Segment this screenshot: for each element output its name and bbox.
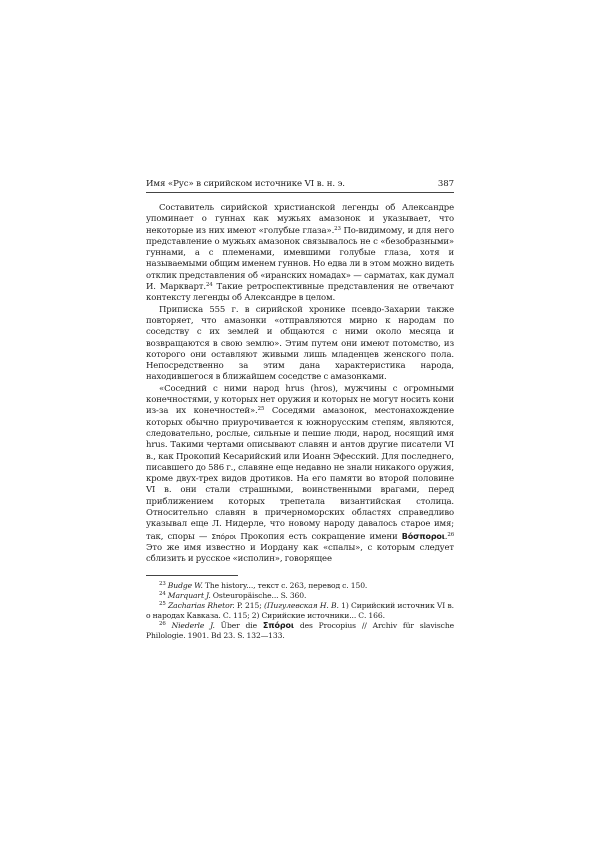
footnote-number: 24 <box>159 590 166 597</box>
footnote-marker: 26 <box>447 531 455 538</box>
greek-word: Σπόροι <box>262 620 294 630</box>
footnote-text: des Procopius // Archiv für slavische Philologie. 1901. Bd 23. S. 132—133. <box>146 620 455 640</box>
paragraph-text: . <box>444 531 448 542</box>
paragraph-text: «Соседний с ними народ hrus (hros), мужчины с огромными конечностями, у которых нет оружия и которых не могут носить кони из-за их конечностей». <box>146 383 454 417</box>
paragraph-text: Это же имя известно и Иордану как «спалы», с которым следует сблизить и русское «исполин», говорящее <box>146 542 454 565</box>
running-title: Имя «Рус» в сирийском источнике VI в. н. э. <box>146 179 345 189</box>
footnote-author: Zacharias Rhetor. <box>167 600 235 610</box>
paragraph-text: Прокопия есть сокращение имени <box>236 531 402 542</box>
footnote-author: Niederle J. <box>171 620 215 630</box>
footnote-text: The history..., текст с. 263, перевод с. 150. <box>202 580 368 590</box>
footnote-text: Über die <box>214 620 263 630</box>
footnote-text: 1) Сирийский источник VI в. о народах Кавказа. С. 115; 2) Сирийские источники... С. 166. <box>146 600 454 620</box>
paragraph-text: Составитель сирийской христианской легенды об Александре упоминает о гуннах как мужьях амазонок и указывает, что некоторые из них имеют «голубые глаза». <box>146 203 454 236</box>
footnote-divider <box>146 575 238 576</box>
footnote-number: 26 <box>159 620 166 627</box>
running-header <box>146 178 454 193</box>
footnote-number: 23 <box>159 580 166 587</box>
footnote-marker: 24 <box>205 282 213 289</box>
greek-word: Βόσποροι <box>401 531 445 541</box>
paragraph-text: Соседями амазонок, местонахождение которых обычно приурочивается к южнорусским степям, являются, следовательно, рослые, сильные и пешие люди, народ, носящий имя hrus. Такими чертами описывают славян и антов другие писатели VI в., как Прокопий Кесарийский или Иоанн Эфесский. Для последнего, писавшего до 586 г., славяне еще недавно не знали никакого оружия, кроме двух-трех видов дротиков. На его памяти во второй половине VI в. они стали страшными, воинственными врагами, перед приближением которых трепетала византийская столица. Относительно славян в причерноморских областях справедливо указывал еще Л. Нидерле, что новому народу давалось старое имя; так, споры — <box>146 406 454 542</box>
paragraph-2 <box>146 305 454 384</box>
greek-word: Σπόροι <box>211 531 237 541</box>
footnote-text: Osteuropäische... S. 360. <box>210 590 307 600</box>
footnote-author: Budge W. <box>167 580 203 590</box>
paragraph-text: По-видимому, и для него представление о мужьях амазонок связывалось не с «безобразными» гуннами, а с племенами, имевшими голубые глаза, хотя и называемыми общим именем гуннов. Но едва ли в этом можно видеть отклик представления об «иранских номадах» — сарматах, как думал И. Маркварт. <box>146 225 454 293</box>
footnote-number: 25 <box>159 600 166 607</box>
footnote-text: P. 215; <box>234 600 264 610</box>
main-text <box>146 203 454 566</box>
page-number: 387 <box>437 179 454 189</box>
footnote <box>146 581 454 591</box>
footnote-author: (Пигулевская Н. В. <box>263 600 339 610</box>
book-page <box>146 178 454 641</box>
footnotes <box>146 581 454 641</box>
footnote <box>146 601 454 621</box>
footnote <box>146 591 454 601</box>
paragraph-1 <box>146 203 454 305</box>
footnote-marker: 23 <box>334 225 341 232</box>
paragraph-text: Такие ретроспективные представления не отвечают контексту легенды об Александре в целом. <box>146 282 454 304</box>
footnote-author: Marquart J. <box>167 590 211 600</box>
paragraph-3 <box>146 384 454 566</box>
footnote-marker: 25 <box>257 406 265 413</box>
footnote <box>146 621 454 641</box>
paragraph-text: Приписка 555 г. в сирийской хронике псевдо-Захарии также повторяет, что амазонки «отправляются мирно к народам по соседству с их землей и общаются с ними около месяца и возвращаются в свою землю». Этим путем они имеют потомство, из которого они оставляют живыми лишь младенцев женского пола. Непосредственно за этим дана характеристика народа, находившегося в ближайшем соседстве с амазонками. <box>146 304 454 383</box>
